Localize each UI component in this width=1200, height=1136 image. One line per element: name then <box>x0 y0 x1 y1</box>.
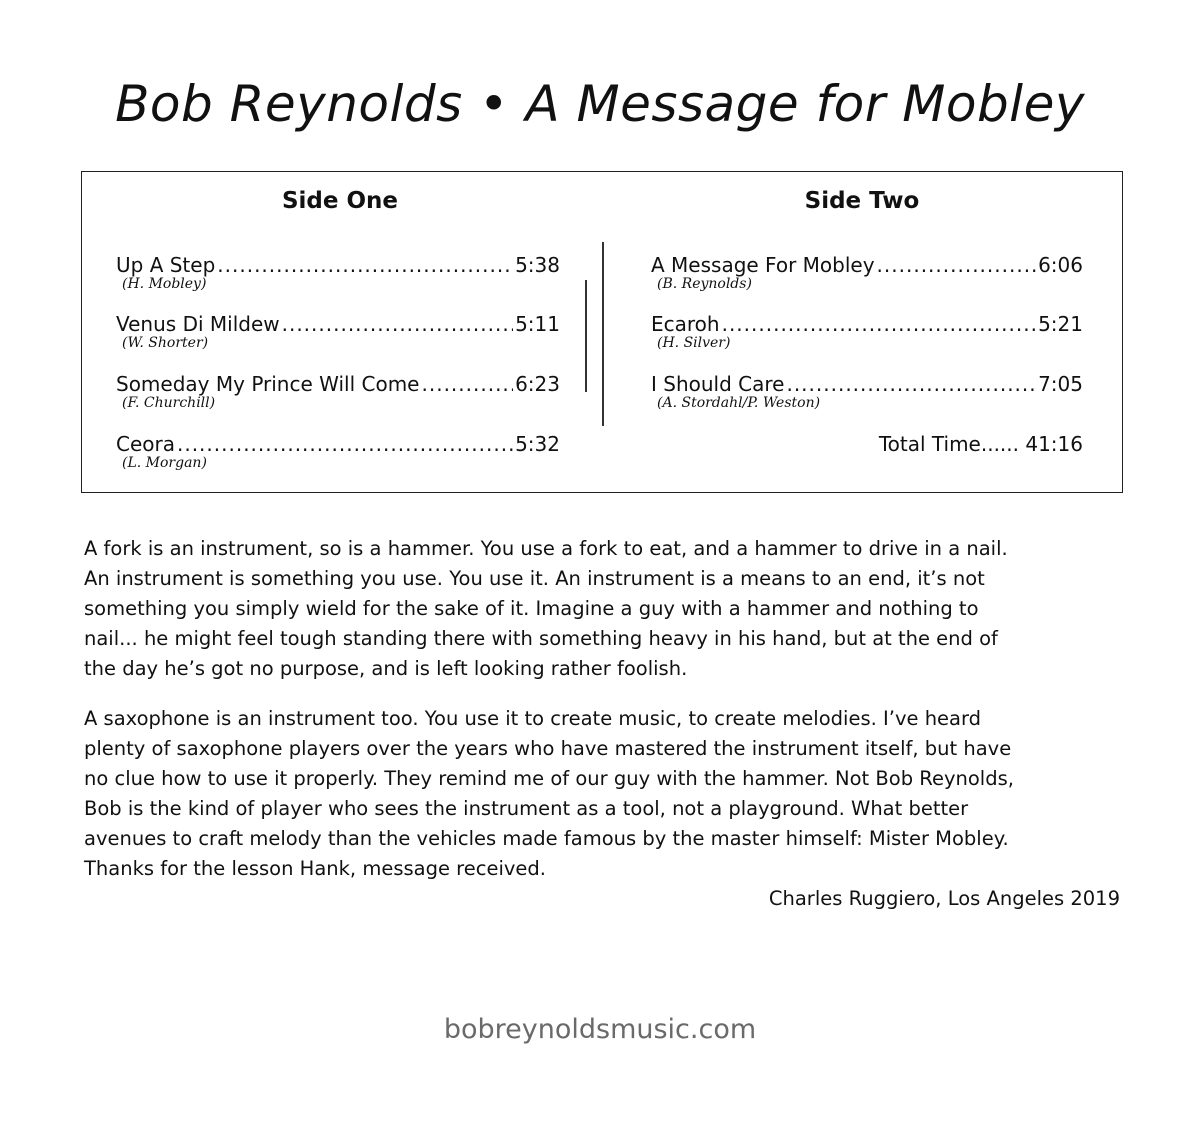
track-time: 5:11 <box>515 312 560 336</box>
tracklist-box <box>81 171 1123 493</box>
track-title: Ceora <box>116 432 175 456</box>
track-composer: (B. Reynolds) <box>657 276 752 292</box>
track-time: 6:06 <box>1038 253 1083 277</box>
leader-dots <box>282 311 513 337</box>
track-title: Someday My Prince Will Come <box>116 372 420 396</box>
track-composer: (H. Mobley) <box>122 276 207 292</box>
leader-dots <box>422 371 514 397</box>
liner-line: the day he’s got no purpose, and is left looking rather foolish. <box>84 657 688 680</box>
liner-line: Thanks for the lesson Hank, message received. <box>84 857 546 880</box>
track-item <box>651 371 1083 423</box>
liner-line: A fork is an instrument, so is a hammer. You use a fork to eat, and a hammer to drive in a nail. <box>84 537 1008 560</box>
liner-notes-paragraph-2 <box>84 704 1124 884</box>
track-time: 6:23 <box>515 372 560 396</box>
liner-line: A saxophone is an instrument too. You use it to create music, to create melodies. I’ve heard <box>84 707 982 730</box>
track-composer: (L. Morgan) <box>122 455 207 471</box>
track-item <box>651 252 1083 304</box>
liner-line: something you simply wield for the sake of it. Imagine a guy with a hammer and nothing to <box>84 597 979 620</box>
track-title: A Message For Mobley <box>651 253 875 277</box>
leader-dots <box>722 311 1036 337</box>
track-title: Ecaroh <box>651 312 720 336</box>
track-title: Venus Di Mildew <box>116 312 280 336</box>
leader-dots <box>786 371 1036 397</box>
track-composer: (W. Shorter) <box>122 335 209 351</box>
liner-notes-signature: Charles Ruggiero, Los Angeles 2019 <box>768 887 1120 910</box>
track-item <box>116 311 560 363</box>
album-title: Bob Reynolds • A Message for Mobley <box>115 75 1085 133</box>
track-item <box>116 252 560 304</box>
track-title: I Should Care <box>651 372 785 396</box>
leader-dots <box>217 252 513 278</box>
leader-dots <box>177 431 513 457</box>
track-title: Up A Step <box>116 253 216 277</box>
track-time: 5:38 <box>515 253 560 277</box>
column-divider-inner <box>585 280 587 392</box>
side-one-heading: Side One <box>281 188 399 214</box>
column-divider <box>602 242 604 426</box>
side-two-heading: Side Two <box>804 188 920 214</box>
track-time: 7:05 <box>1038 372 1083 396</box>
liner-line: Bob is the kind of player who sees the instrument as a tool, not a playground. What better <box>84 797 969 820</box>
leader-dots <box>877 252 1037 278</box>
track-item <box>651 311 1083 363</box>
liner-notes-paragraph-1 <box>84 534 1124 684</box>
track-composer: (H. Silver) <box>657 335 731 351</box>
website-url: bobreynoldsmusic.com <box>443 1014 757 1045</box>
track-composer: (A. Stordahl/P. Weston) <box>657 395 821 411</box>
track-time: 5:21 <box>1038 312 1083 336</box>
liner-line: avenues to craft melody than the vehicles made famous by the master himself: Mister Mobley. <box>84 827 1009 850</box>
liner-line: An instrument is something you use. You use it. An instrument is a means to an end, it’s not <box>84 567 985 590</box>
liner-line: plenty of saxophone players over the years who have mastered the instrument itself, but have <box>84 737 1012 760</box>
track-item <box>116 431 560 483</box>
track-item <box>116 371 560 423</box>
liner-line: no clue how to use it properly. They remind me of our guy with the hammer. Not Bob Reynolds, <box>84 767 1014 790</box>
track-time: 5:32 <box>515 432 560 456</box>
track-composer: (F. Churchill) <box>122 395 216 411</box>
total-time: Total Time...... 41:16 <box>878 432 1083 456</box>
liner-line: nail... he might feel tough standing there with something heavy in his hand, but at the end of <box>84 627 998 650</box>
